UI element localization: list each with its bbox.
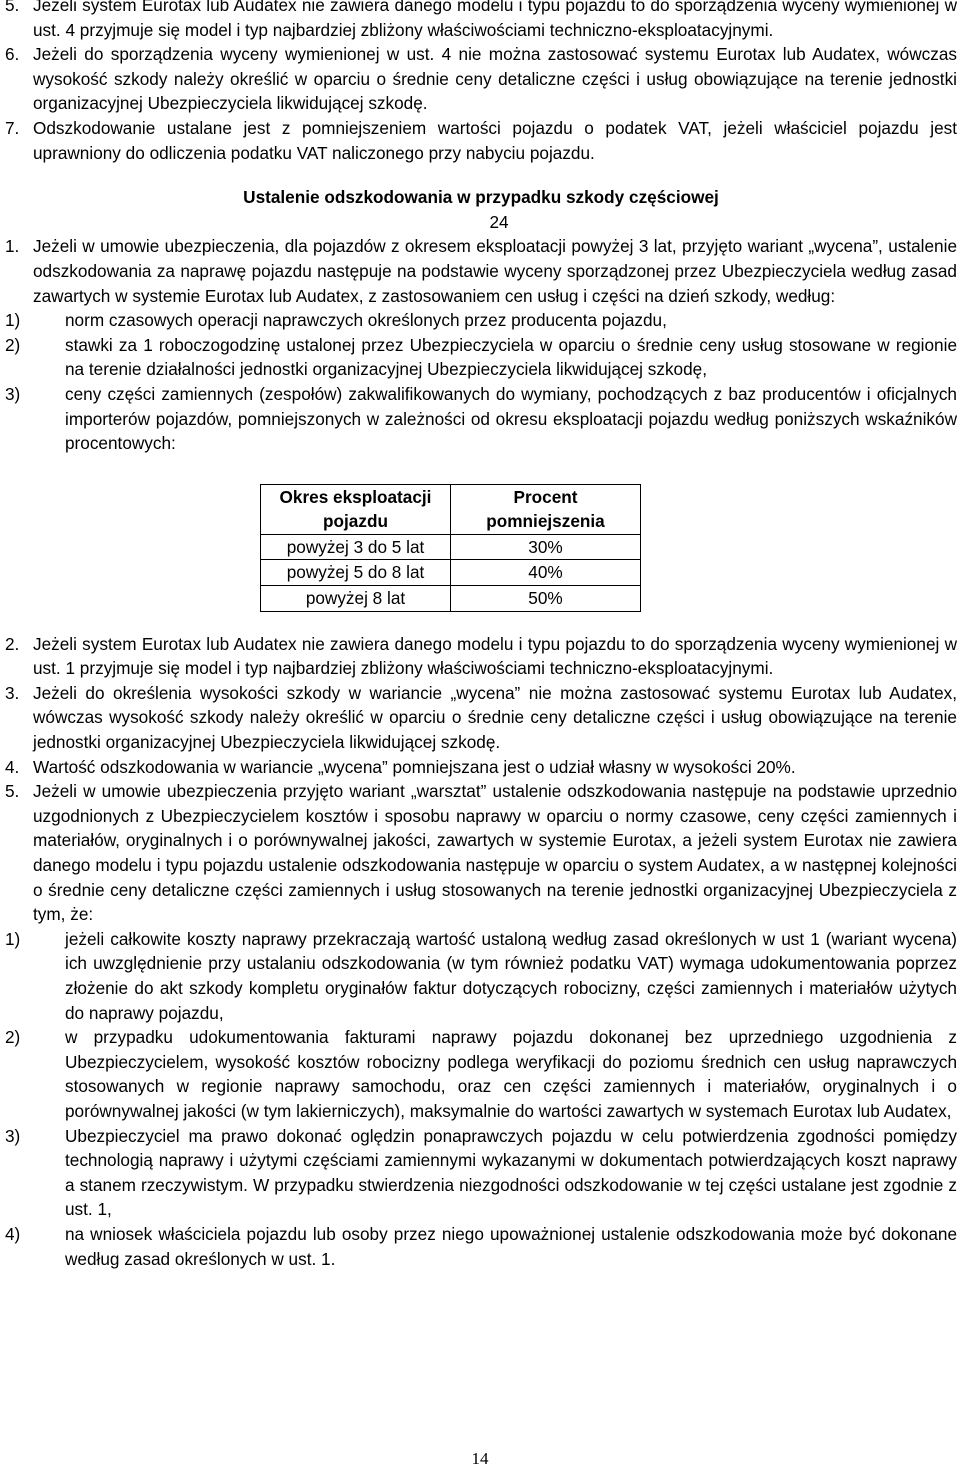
depreciation-table	[260, 484, 641, 612]
sub-item-2	[5, 333, 957, 382]
paragraph-7-top	[5, 116, 957, 165]
paragraph-text: Wartość odszkodowania w wariancie „wycena” pomniejszana jest o udział własny w wysokości 20%.	[33, 756, 796, 777]
table-row	[261, 534, 641, 560]
sub-item-text: jeżeli całkowite koszty naprawy przekraczają wartość ustaloną według zasad określonych w ust 1 (wariant wycena) ich uwzględnienie przy ustalaniu odszkodowania (w tym również podatku VAT) wymaga udokumentowania poprzez złożenie do akt szkody kompletu oryginałów faktur dotyczących robocizny, części zamiennych i materiałów użytych do naprawy pojazdu,	[65, 928, 957, 1023]
sub-item-text: w przypadku udokumentowania fakturami naprawy pojazdu dokonanej bez uprzedniego uzgodnienia z Ubezpieczycielem, wysokość kosztów robocizny podlega weryfikacji do poziomu średnich cen usług naprawczych stosowanych w regionie naprawy samochodu, oraz cen części zamiennych i materiałów, oryginalnych i o porównywalnej jakości (w tym lakierniczych), maksymalnie do wartości zawartych w systemach Eurotax lub Audatex,	[65, 1027, 957, 1121]
page-number: 14	[471, 1449, 489, 1468]
sub-item-text: Ubezpieczyciel ma prawo dokonać oględzin ponaprawczych pojazdu w celu potwierdzenia zgodności pomiędzy technologią naprawy i użytymi częściami zamiennymi wykazanymi w dokumentach potwierdzających koszt naprawy a stanem rzeczywistym. W przypadku stwierdzenia niezgodności odszkodowanie w tej części ustalane jest zgodnie z ust. 1,	[65, 1125, 957, 1220]
paragraph-text: Jeżeli w umowie ubezpieczenia przyjęto wariant „warsztat” ustalenie odszkodowania następuje na podstawie uprzednio uzgodnionych z Ubezpieczycielem kosztów i sposobu naprawy w oparciu o normy czasowe, ceny części zamiennych i materiałów, oryginalnych i o porównywalnej jakości, zawartych w systemie Eurotax, a jeżeli system Eurotax nie zawiera danego modelu i typu pojazdu ustalenie odszkodowania następuje w oparciu o system Audatex, a w następnej kolejności o średnie ceny detaliczne części zamiennych i usług stosowanych na terenie jednostki organizacyjnej Ubezpieczyciela z tym, że:	[33, 781, 957, 925]
table-header-percent: Procent pomniejszenia	[451, 484, 641, 534]
paragraph-text: Jeżeli do określenia wysokości szkody w wariancie „wycena” nie można zastosować systemu Eurotax lub Audatex, wówczas wysokość szkody należy określić w oparciu o średnie ceny detaliczne części i usług obowiązujące na terenie jednostki organizacyjnej Ubezpieczyciela likwidującej szkodę.	[33, 682, 957, 753]
sub-item-number: 2)	[5, 334, 21, 355]
p5-sub-item-3	[5, 1124, 957, 1222]
sub-item-text: norm czasowych operacji naprawczych określonych przez producenta pojazdu,	[65, 310, 667, 331]
paragraph-number: 5.	[5, 0, 20, 15]
paragraph-text: Odszkodowanie ustalane jest z pomniejszeniem wartości pojazdu o podatek VAT, jeżeli właściciel pojazdu jest uprawniony do odliczenia podatku VAT naliczonego przy nabyciu pojazdu.	[33, 117, 957, 163]
table-cell-period: powyżej 3 do 5 lat	[261, 534, 451, 560]
footnote-marker: 24	[489, 211, 509, 232]
paragraph-5-top	[5, 0, 957, 42]
paragraph-6-top	[5, 42, 957, 116]
sub-item-text: na wniosek właściciela pojazdu lub osoby przez niego upoważnionej ustalenie odszkodowania może być dokonane według zasad określonych w ust. 1.	[65, 1223, 957, 1269]
p5-sub-item-1	[5, 927, 957, 1025]
table-header-row	[261, 484, 641, 534]
paragraph-number: 1.	[5, 236, 20, 257]
paragraph-text: Jeżeli w umowie ubezpieczenia, dla pojazdów z okresem eksploatacji powyżej 3 lat, przyjęto wariant „wycena”, ustalenie odszkodowania za naprawę pojazdu następuje na podstawie wyceny sporządzonej przez Ubezpieczyciela według zasad zawartych w systemie Eurotax lub Audatex, z zastosowaniem cen usług i części na dzień szkody, według:	[33, 236, 957, 306]
sub-item-number: 1)	[5, 928, 21, 949]
table-cell-period: powyżej 5 do 8 lat	[261, 560, 451, 586]
table-cell-percent: 30%	[451, 534, 641, 560]
paragraph-4	[5, 755, 957, 780]
sub-item-number: 3)	[5, 1125, 21, 1146]
table-header-period: Okres eksploatacji pojazdu	[261, 484, 451, 534]
paragraph-1	[5, 234, 957, 308]
sub-item-number: 2)	[5, 1027, 21, 1048]
p5-sub-item-2	[5, 1025, 957, 1123]
p5-sub-item-4	[5, 1222, 957, 1271]
paragraph-2	[5, 632, 957, 681]
sub-item-text: ceny części zamiennych (zespołów) zakwalifikowanych do wymiany, pochodzących z baz producentów i oficjalnych importerów pojazdów, pomniejszonych w zależności od okresu eksploatacji pojazdu według poniższych wskaźników procentowych:	[65, 383, 957, 454]
table-cell-percent: 40%	[451, 560, 641, 586]
table-row	[261, 560, 641, 586]
paragraph-text: Jeżeli system Eurotax lub Audatex nie zawiera danego modelu i typu pojazdu to do sporządzenia wyceny wymienionej w ust. 4 przyjmuje się model i typ najbardziej zbliżony właściwościami techniczno-eksploatacyjnymi.	[33, 0, 957, 40]
sub-item-number: 3)	[5, 383, 21, 404]
sub-item-number: 1)	[5, 310, 21, 331]
paragraph-number: 3.	[5, 682, 20, 703]
paragraph-number: 4.	[5, 756, 20, 777]
table-cell-period: powyżej 8 lat	[261, 586, 451, 612]
table-row	[261, 586, 641, 612]
paragraph-number: 2.	[5, 633, 20, 654]
sub-item-number: 4)	[5, 1223, 21, 1244]
table-cell-percent: 50%	[451, 586, 641, 612]
paragraph-text: Jeżeli system Eurotax lub Audatex nie zawiera danego modelu i typu pojazdu to do sporządzenia wyceny wymienionej w ust. 1 przyjmuje się model i typ najbardziej zbliżony właściwościami techniczno-eksploatacyjnymi.	[33, 633, 957, 679]
section-heading: Ustalenie odszkodowania w przypadku szkody częściowej	[243, 187, 719, 208]
paragraph-number: 6.	[5, 44, 20, 65]
paragraph-number: 5.	[5, 781, 20, 802]
sub-item-text: stawki za 1 roboczogodzinę ustalonej przez Ubezpieczyciela w oparciu o średnie ceny usług stosowane w regionie na terenie działalności jednostki organizacyjnej Ubezpieczyciela likwidującej szkodę,	[65, 334, 957, 380]
sub-item-1	[5, 308, 957, 333]
sub-item-3	[5, 382, 957, 456]
paragraph-5	[5, 779, 957, 927]
paragraph-3	[5, 681, 957, 755]
document-page	[5, 0, 957, 1271]
paragraph-number: 7.	[5, 117, 20, 138]
paragraph-text: Jeżeli do sporządzenia wyceny wymienionej w ust. 4 nie można zastosować systemu Eurotax lub Audatex, wówczas wysokość szkody należy określić w oparciu o średnie ceny detaliczne części i usług obowiązujące na terenie jednostki organizacyjnej Ubezpieczyciela likwidującej szkodę.	[33, 44, 957, 114]
